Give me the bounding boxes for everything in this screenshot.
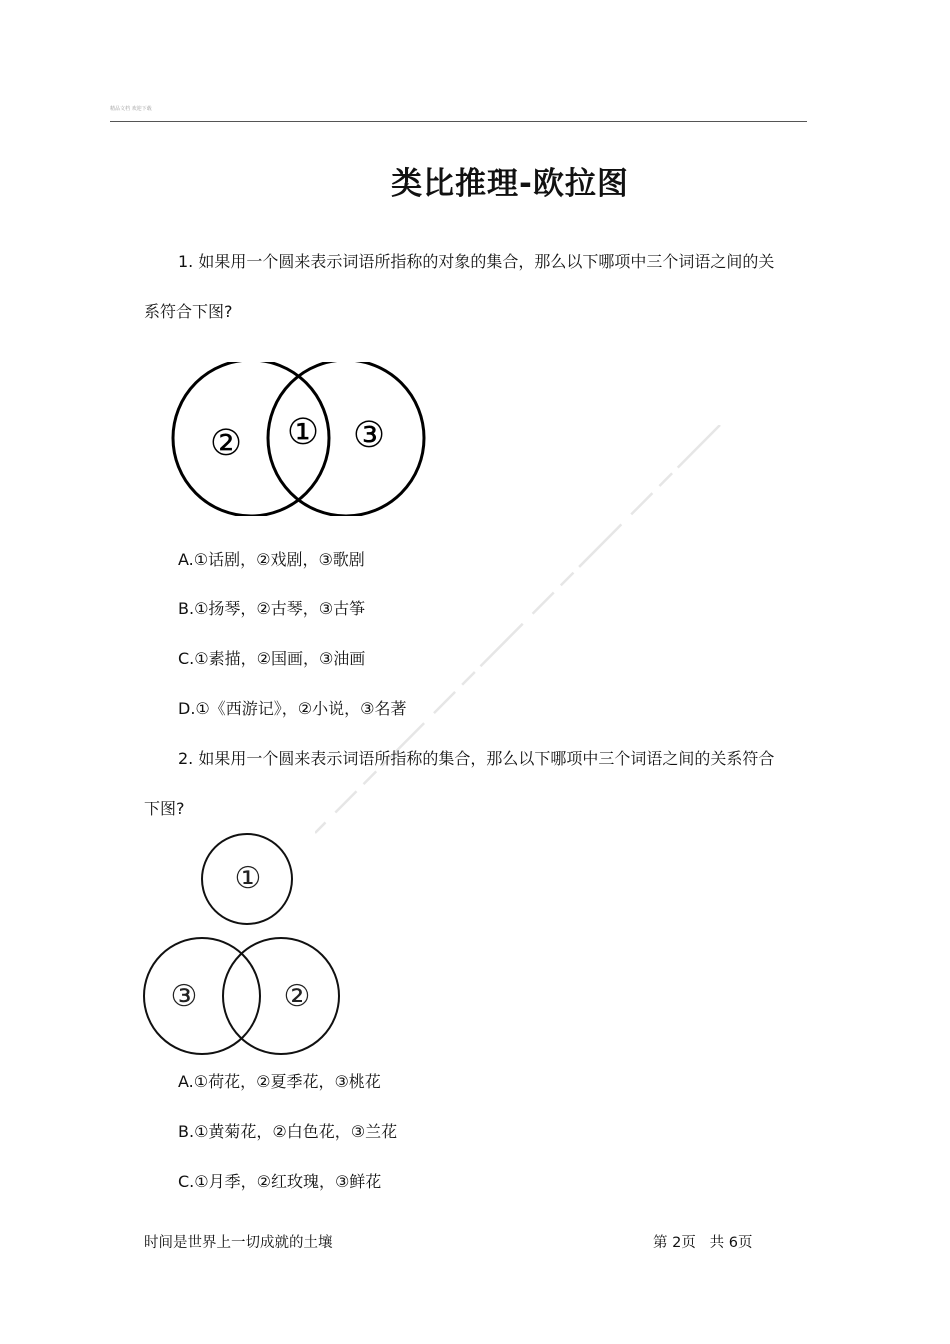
footer-motto: 时间是世界上一切成就的土壤 — [144, 1235, 333, 1251]
q1-venn-diagram — [168, 362, 432, 516]
q2-text-line1: 2. 如果用一个圆来表示词语所指称的集合，那么以下哪项中三个词语之间的关系符合 — [178, 749, 775, 768]
q2-venn-diagram — [140, 832, 346, 1056]
q2-label-1: ① — [234, 861, 262, 896]
header-mark: 精品文档 欢迎下载 — [110, 106, 152, 112]
page-title: 类比推理-欧拉图 — [391, 166, 629, 202]
q1-option-d: D.①《西游记》，②小说，③名著 — [178, 699, 407, 718]
q1-option-c: C.①素描，②国画，③油画 — [178, 649, 366, 668]
q2-option-a: A.①荷花，②夏季花，③桃花 — [178, 1072, 381, 1091]
q2-text-line2: 下图? — [144, 799, 185, 818]
q2-option-b: B.①黄菊花，②白色花，③兰花 — [178, 1122, 398, 1141]
q2-circle-left — [144, 938, 260, 1054]
q2-circle-right — [223, 938, 339, 1054]
header-rule — [110, 121, 807, 122]
q1-text-line2: 系符合下图? — [144, 302, 233, 321]
q1-option-a: A.①话剧，②戏剧，③歌剧 — [178, 550, 365, 569]
q2-option-c: C.①月季，②红玫瑰，③鲜花 — [178, 1172, 382, 1191]
q1-label-1: ① — [286, 412, 320, 453]
q1-label-3: ③ — [352, 415, 386, 456]
q2-label-3: ③ — [170, 979, 198, 1014]
q1-option-b: B.①扬琴，②古琴，③古筝 — [178, 599, 366, 618]
q1-text-line1: 1. 如果用一个圆来表示词语所指称的对象的集合，那么以下哪项中三个词语之间的关 — [178, 252, 775, 271]
footer-page-number: 第 2页 共 6页 — [653, 1235, 753, 1251]
q1-label-2: ② — [209, 423, 243, 464]
q2-label-2: ② — [283, 979, 311, 1014]
